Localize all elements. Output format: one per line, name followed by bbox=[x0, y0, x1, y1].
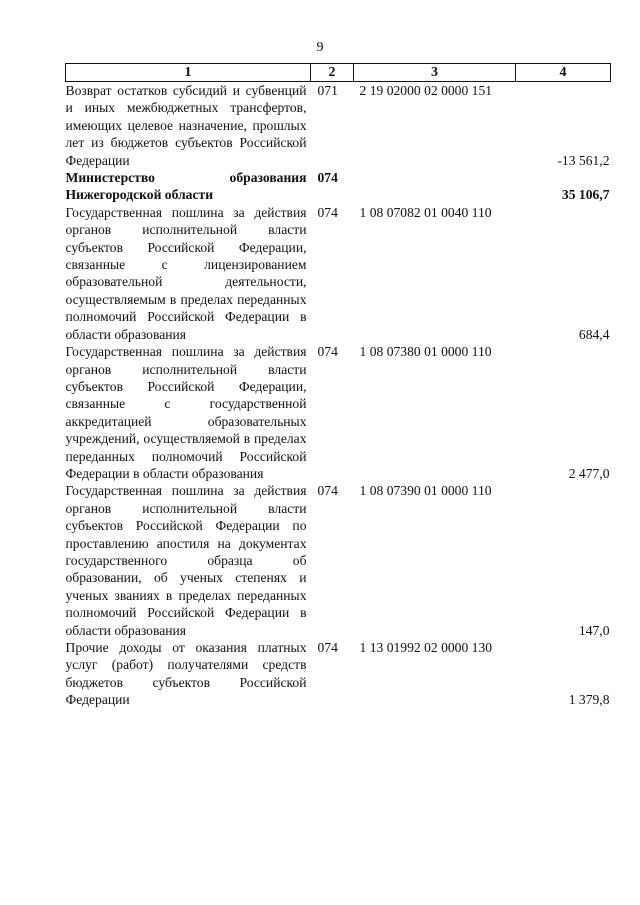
page-number: 9 bbox=[316, 40, 324, 55]
row-amount: 2 477,0 bbox=[568, 465, 610, 481]
header-col-1: 1 bbox=[66, 64, 311, 82]
header-col-2: 2 bbox=[311, 64, 354, 82]
table-row bbox=[66, 343, 611, 482]
header-row bbox=[66, 64, 611, 82]
row-kbk: 2 19 02000 02 0000 151 bbox=[359, 83, 493, 98]
row-amount: 1 379,8 bbox=[568, 692, 610, 708]
table-body bbox=[66, 82, 611, 709]
row-admin-code: 074 bbox=[317, 204, 338, 220]
row-kbk bbox=[354, 169, 516, 204]
row-name: Министерство образования Нижегородской области bbox=[65, 170, 307, 203]
row-amount: -13 561,2 bbox=[557, 152, 610, 168]
header-col-3: 3 bbox=[354, 64, 516, 82]
row-kbk: 1 08 07082 01 0040 110 bbox=[359, 204, 492, 220]
row-name: Прочие доходы от оказания платных услуг (работ) получателями средств бюджетов субъектов Российской Федерации bbox=[65, 640, 307, 708]
row-admin-code: 074 bbox=[317, 640, 338, 655]
row-amount: 147,0 bbox=[578, 622, 610, 638]
table-row bbox=[66, 639, 611, 709]
row-kbk: 1 08 07390 01 0000 110 bbox=[359, 483, 492, 499]
table-row bbox=[66, 482, 611, 639]
row-amount: 684,4 bbox=[578, 326, 610, 342]
row-admin-code: 074 bbox=[317, 170, 338, 186]
budget-table bbox=[65, 63, 611, 709]
table-row bbox=[66, 82, 611, 170]
row-name: Возврат остатков субсидий и субвенций и иных межбюджетных трансфертов, имеющих целевое назначение, прошлых лет из бюджетов субъектов Российской Федерации bbox=[65, 83, 307, 168]
row-kbk: 1 13 01992 02 0000 130 bbox=[359, 640, 493, 655]
header-col-4: 4 bbox=[516, 64, 611, 82]
row-admin-code: 071 bbox=[317, 83, 338, 98]
row-admin-code: 074 bbox=[317, 344, 338, 360]
row-amount: 35 106,7 bbox=[561, 187, 610, 203]
row-name: Государственная пошлина за действия органов исполнительной власти субъектов Российской Федерации, связанные с государственной аккредитацией образовательных учреждений, осуществляемой в пределах переданных полномочий Российской Федерации в области образования bbox=[65, 344, 307, 481]
row-kbk: 1 08 07380 01 0000 110 bbox=[359, 344, 492, 360]
row-name: Государственная пошлина за действия органов исполнительной власти субъектов Российской Федерации, связанные с лицензированием образовательной деятельности, осуществляемым в пределах переданных полномочий Российской Федерации в области образования bbox=[65, 204, 307, 342]
row-admin-code: 074 bbox=[317, 483, 338, 499]
table-row bbox=[66, 204, 611, 343]
row-name: Государственная пошлина за действия органов исполнительной власти субъектов Российской Федерации по проставлению апостиля на документах государственного образца об образовании, об ученых степенях и ученых званиях в пределах переданных полномочий Российской Федерации в области образования bbox=[65, 483, 307, 638]
table-row-section bbox=[66, 169, 611, 204]
table-header bbox=[66, 64, 611, 82]
